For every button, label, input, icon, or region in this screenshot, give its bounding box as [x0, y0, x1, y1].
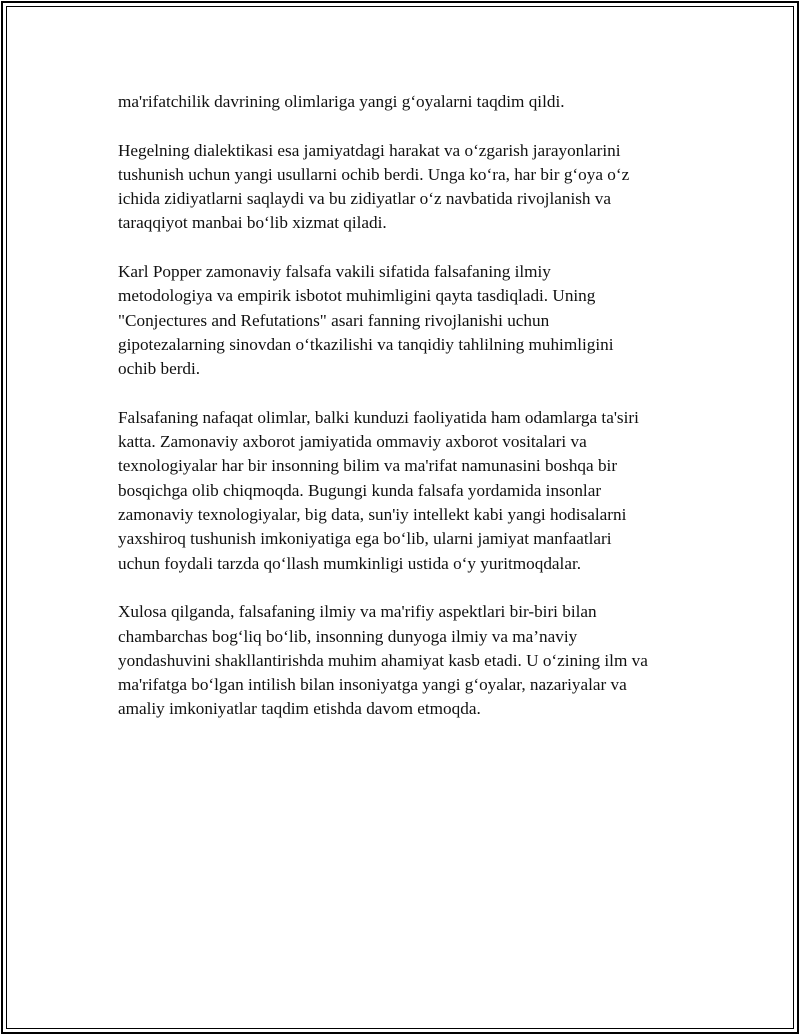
paragraph: Xulosa qilganda, falsafaning ilmiy va ma'rifiy aspektlari bir-biri bilan chambarchas bog‘liq bo‘lib, insonning dunyoga ilmiy va ma’naviy yondashuvini shakllantirishda muhim ahamiyat kasb etadi. U o‘zining ilm va ma'rifatga bo‘lgan intilish bilan insoniyatga yangi g‘oyalar, nazariyalar va amaliy imkoniyatlar taqdim etishda davom etmoqda.: [118, 602, 648, 719]
paragraph: ma'rifatchilik davrining olimlariga yangi g‘oyalarni taqdim qildi.: [118, 92, 565, 111]
paragraph: Karl Popper zamonaviy falsafa vakili sifatida falsafaning ilmiy metodologiya va empirik isbotot muhimligini qayta tasdiqladi. Uning "Conjectures and Refutations" asari fanning rivojlanishi uchun gipotezalarning sinovdan o‘tkazilishi va tanqidiy tahlilning muhimligini ochib berdi.: [118, 262, 614, 379]
paragraph: Falsafaning nafaqat olimlar, balki kunduzi faoliyatida ham odamlarga ta'siri katta. Zamonaviy axborot jamiyatida ommaviy axborot vositalari va texnologiyalar har bir insonning bilim va ma'rifat namunasini boshqa bir bosqichga olib chiqmoqda. Bugungi kunda falsafa yordamida insonlar zamonaviy texnologiyalar, big data, sun'iy intellekt kabi yangi hodisalarni yaxshiroq tushunish imkoniyatiga ega bo‘lib, ularni jamiyat manfaatlari uchun foydali tarzda qo‘llash mumkinligi ustida o‘y yuritmoqdalar.: [118, 407, 639, 573]
document-body: [118, 90, 698, 746]
paragraph: Hegelning dialektikasi esa jamiyatdagi harakat va o‘zgarish jarayonlarini tushunish uchun yangi usullarni ochib berdi. Unga ko‘ra, har bir g‘oya o‘z ichida zidiyatlarni saqlaydi va bu zidiyatlar o‘z navbatida rivojlanish va taraqqiyot manbai bo‘lib xizmat qiladi.: [118, 140, 630, 233]
